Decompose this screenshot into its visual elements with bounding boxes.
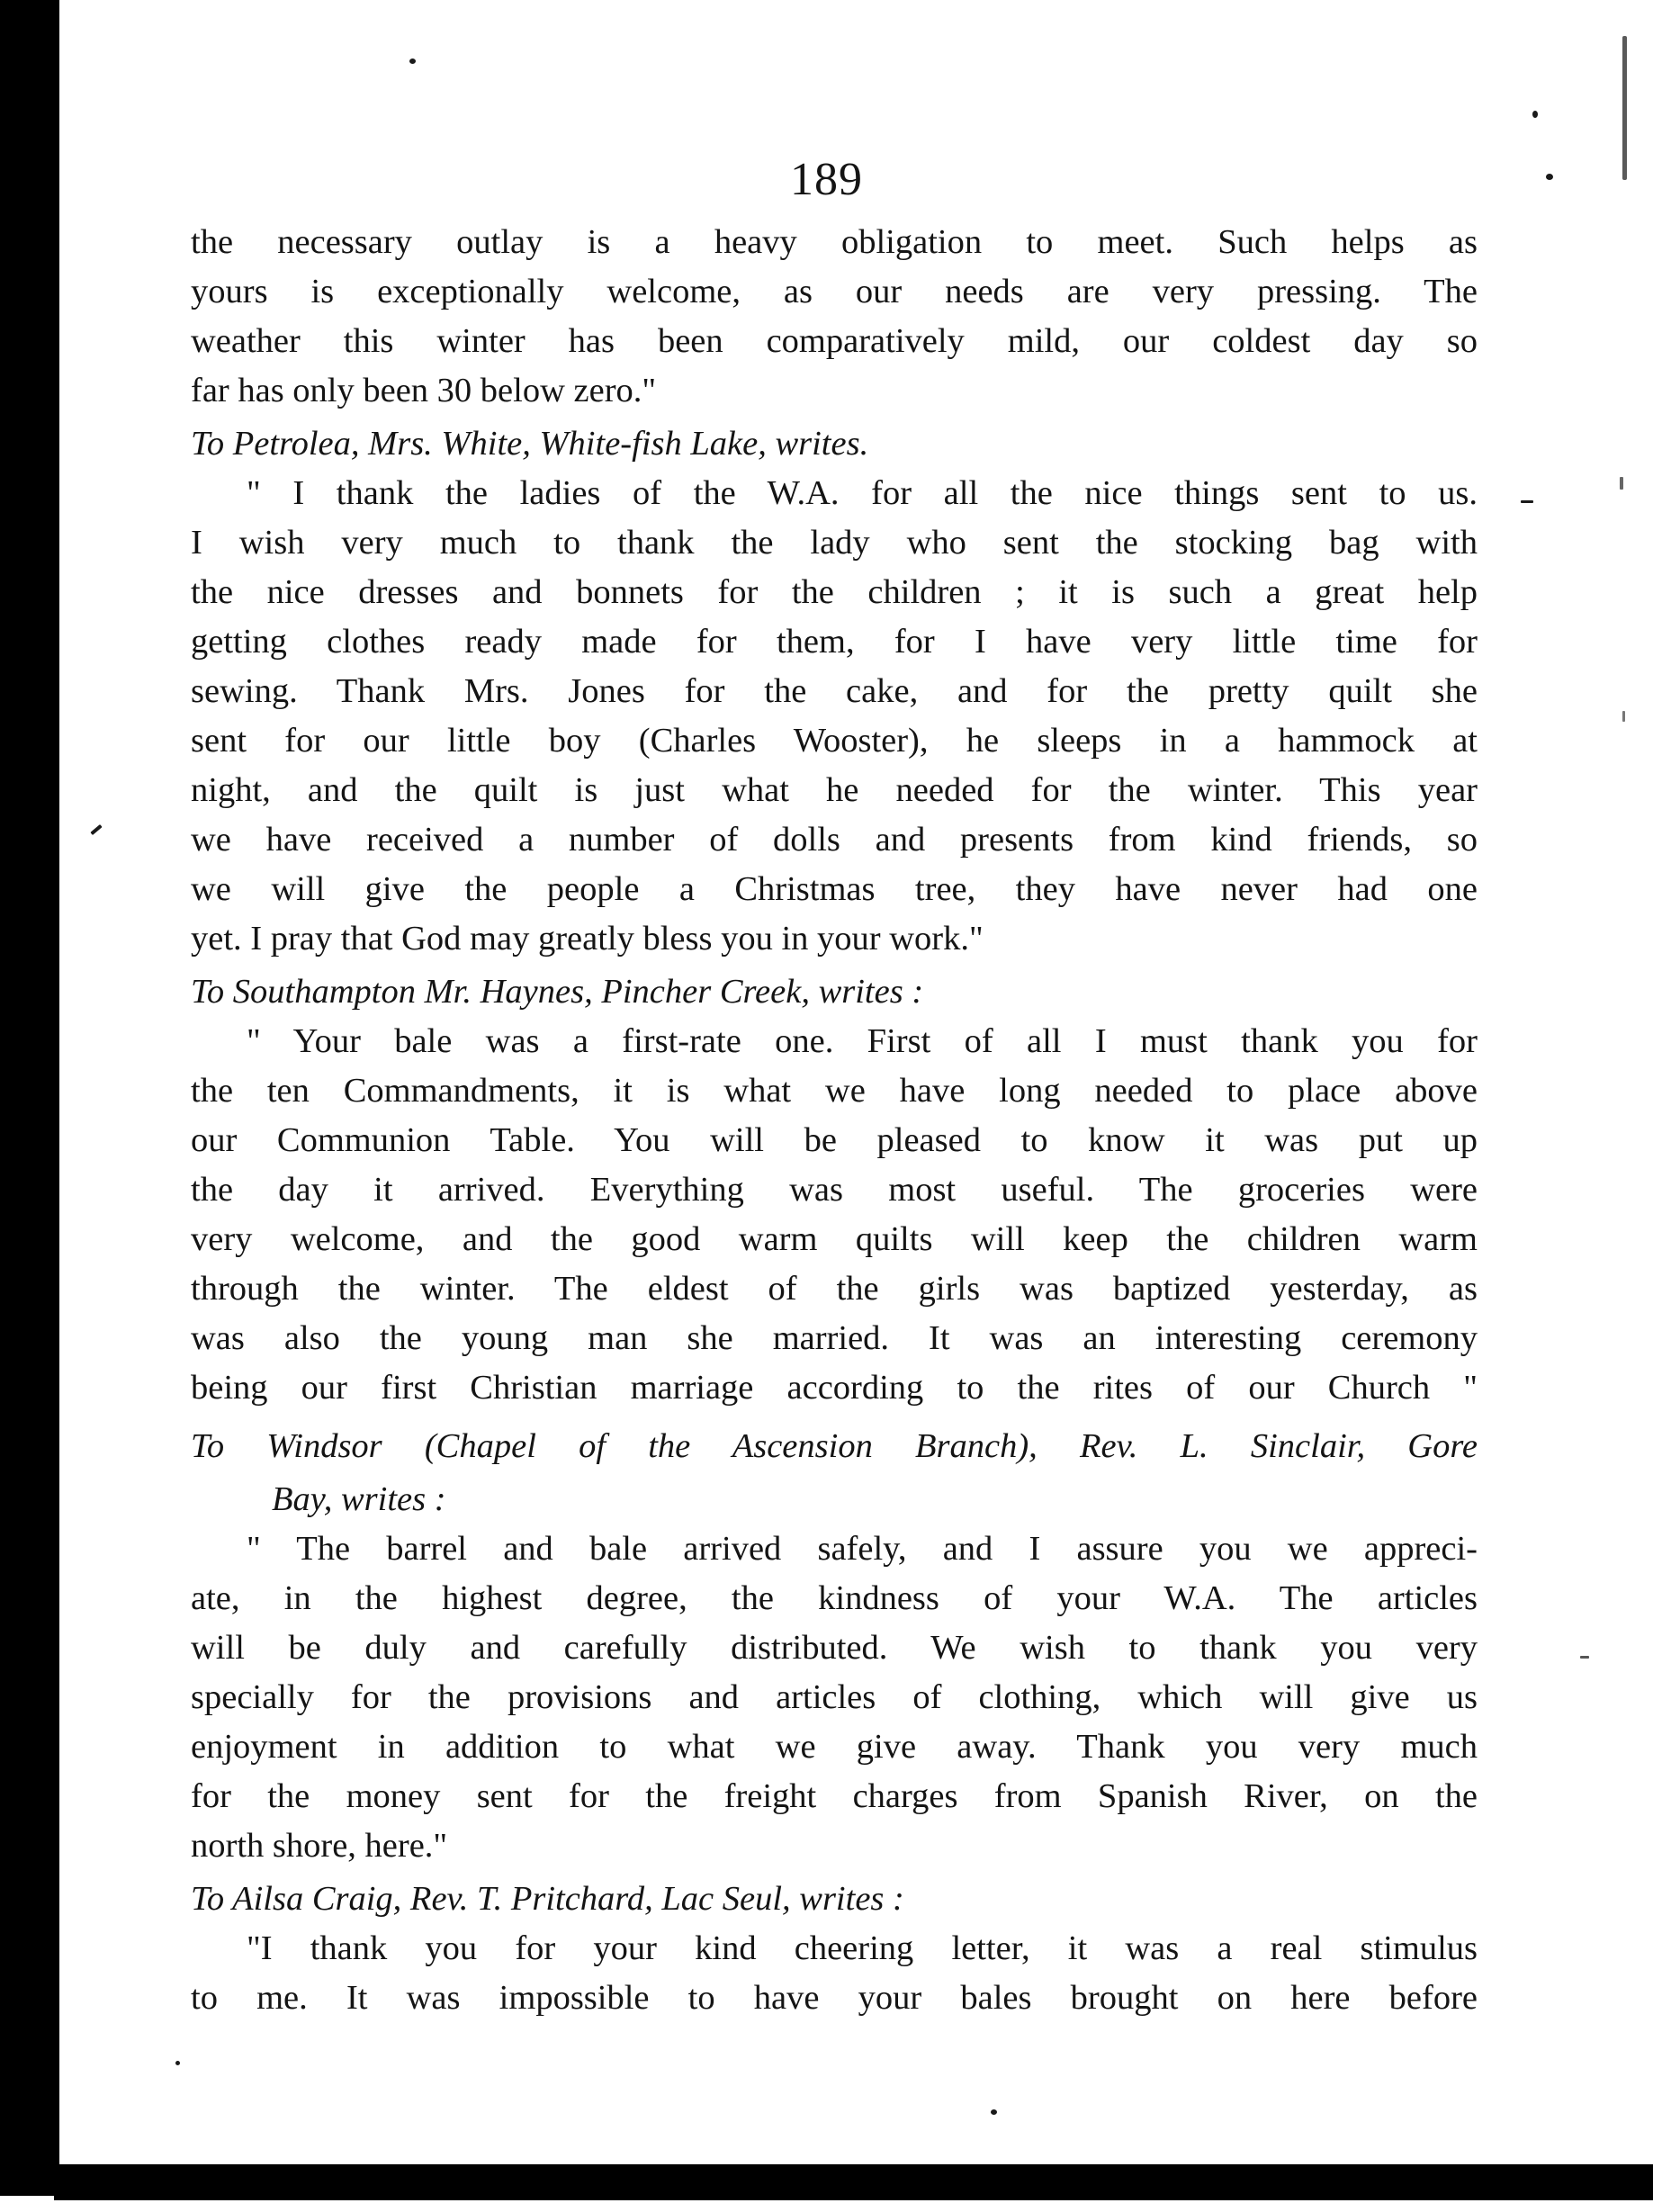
scan-speck	[1580, 1656, 1589, 1659]
letter-heading	[191, 419, 1478, 469]
letter-heading	[191, 967, 1478, 1017]
text-line: specially for the provisions and articles of clothing, which will give us	[191, 1678, 1478, 1716]
heading-line: Bay, writes :	[272, 1480, 446, 1518]
scan-speck	[409, 58, 416, 64]
text-line: being our first Christian marriage according to the rites of our Church "	[191, 1369, 1478, 1407]
text-line: " The barrel and bale arrived safely, and I assure you we appreci-	[247, 1530, 1478, 1568]
page-text	[191, 218, 1478, 2023]
text-line: getting clothes ready made for them, for I have very little time for	[191, 623, 1478, 661]
body-paragraph	[191, 218, 1478, 416]
text-line: sewing. Thank Mrs. Jones for the cake, and for the pretty quilt she	[191, 672, 1478, 710]
text-line: yet. I pray that God may greatly bless you in your work."	[191, 920, 984, 958]
text-line: through the winter. The eldest of the girls was baptized yesterday, as	[191, 1270, 1478, 1308]
text-line: will be duly and carefully distributed. We wish to thank you very	[191, 1629, 1478, 1667]
scan-speck	[1622, 711, 1625, 722]
scan-speck	[1532, 111, 1538, 118]
heading-line: To Ailsa Craig, Rev. T. Pritchard, Lac Seul, writes :	[191, 1880, 904, 1918]
text-line: north shore, here."	[191, 1827, 448, 1865]
text-line: the nice dresses and bonnets for the children ; it is such a great help	[191, 573, 1478, 611]
text-line: ate, in the highest degree, the kindness of your W.A. The articles	[191, 1579, 1478, 1617]
heading-line: To Southampton Mr. Haynes, Pincher Creek, writes :	[191, 973, 924, 1011]
text-line: to me. It was impossible to have your bales brought on here before	[191, 1979, 1478, 2017]
body-paragraph	[191, 1924, 1478, 2023]
text-line: " I thank the ladies of the W.A. for all the nice things sent to us.	[247, 474, 1478, 512]
text-line: the ten Commandments, it is what we have long needed to place above	[191, 1072, 1478, 1110]
text-line: far has only been 30 below zero."	[191, 372, 657, 409]
text-line: weather this winter has been comparatively mild, our coldest day so	[191, 322, 1478, 360]
text-line: yours is exceptionally welcome, as our needs are very pressing. The	[191, 273, 1478, 310]
letter-heading	[191, 1875, 1478, 1924]
body-paragraph	[191, 1524, 1478, 1871]
text-line: I wish very much to thank the lady who sent the stocking bag with	[191, 524, 1478, 562]
text-line: we have received a number of dolls and presents from kind friends, so	[191, 821, 1478, 859]
heading-line: To Windsor (Chapel of the Ascension Branch), Rev. L. Sinclair, Gore	[191, 1427, 1478, 1465]
scan-speck	[1521, 500, 1533, 503]
scan-left-border	[0, 0, 59, 2196]
text-line: the necessary outlay is a heavy obligation to meet. Such helps as	[191, 223, 1478, 261]
heading-line: To Petrolea, Mrs. White, White-fish Lake, writes.	[191, 425, 869, 463]
body-paragraph	[191, 1017, 1478, 1413]
text-line: night, and the quilt is just what he needed for the winter. This year	[191, 771, 1478, 809]
letter-heading	[191, 1422, 1478, 1524]
scan-speck	[90, 824, 102, 835]
text-line: sent for our little boy (Charles Wooster), he sleeps in a hammock at	[191, 722, 1478, 760]
text-line: for the money sent for the freight charges from Spanish River, on the	[191, 1777, 1478, 1815]
page-number: 189	[790, 154, 863, 205]
text-line: "I thank you for your kind cheering letter, it was a real stimulus	[247, 1929, 1478, 1967]
text-line: very welcome, and the good warm quilts will keep the children warm	[191, 1220, 1478, 1258]
text-line: enjoyment in addition to what we give away. Thank you very much	[191, 1728, 1478, 1766]
scan-speck	[1620, 477, 1623, 490]
text-line: was also the young man she married. It was an interesting ceremony	[191, 1319, 1478, 1357]
scan-speck	[175, 2061, 180, 2065]
body-paragraph	[191, 469, 1478, 964]
scan-speck	[991, 2109, 997, 2115]
scan-bottom-border	[54, 2164, 1653, 2200]
text-line: we will give the people a Christmas tree, they have never had one	[191, 870, 1478, 908]
text-line: our Communion Table. You will be pleased to know it was put up	[191, 1121, 1478, 1159]
text-line: the day it arrived. Everything was most useful. The groceries were	[191, 1171, 1478, 1209]
text-line: " Your bale was a first-rate one. First of all I must thank you for	[247, 1022, 1478, 1060]
